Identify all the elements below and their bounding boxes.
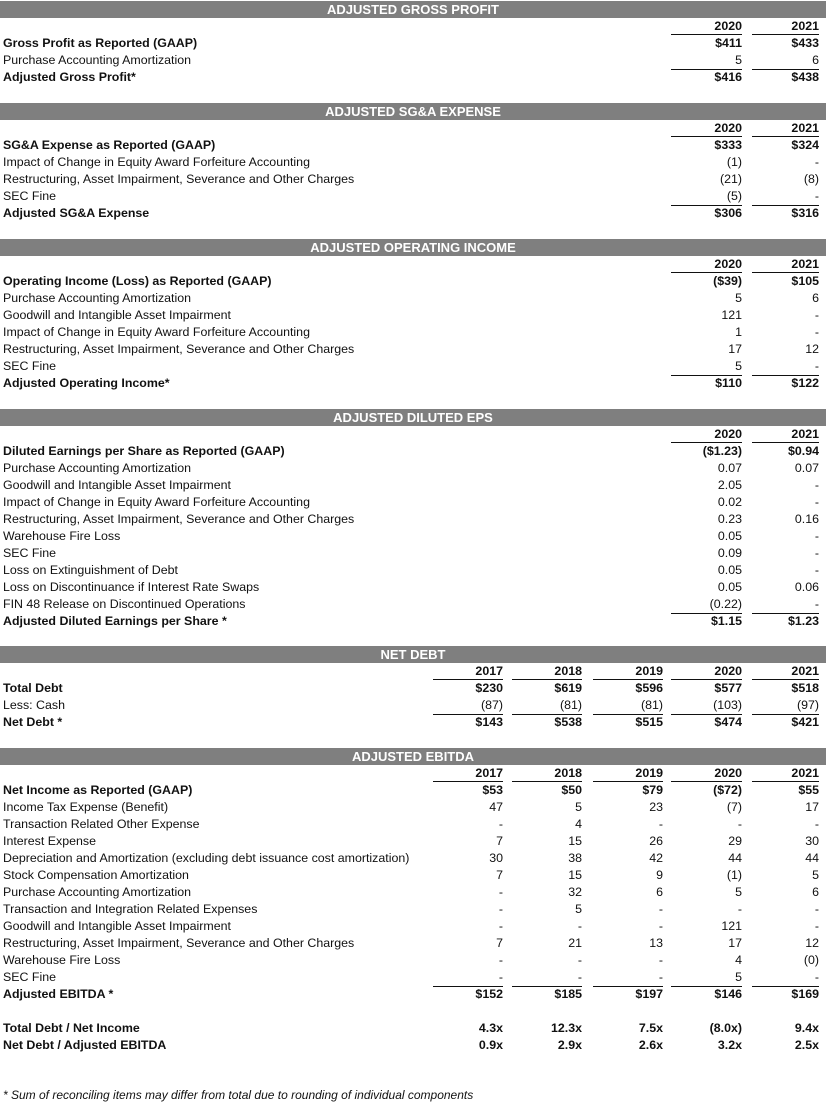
year-header: 2017 bbox=[433, 663, 503, 680]
row-value: 30 bbox=[489, 851, 503, 865]
row-value: (21) bbox=[719, 172, 742, 186]
row-value: 47 bbox=[489, 800, 503, 814]
row-label: SG&A Expense as Reported (GAAP) bbox=[3, 138, 216, 152]
table-row bbox=[0, 341, 826, 358]
year-header-row bbox=[0, 765, 826, 782]
table-row bbox=[0, 613, 826, 630]
table-row bbox=[0, 69, 826, 86]
year-header: 2021 bbox=[752, 765, 819, 782]
table-row bbox=[0, 782, 826, 799]
year-header: 2019 bbox=[593, 765, 663, 782]
row-value: $515 bbox=[635, 715, 663, 729]
net-debt-section bbox=[0, 646, 826, 731]
row-label: SEC Fine bbox=[3, 189, 57, 203]
row-value: (81) bbox=[593, 697, 663, 715]
row-value: ($1.23) bbox=[702, 444, 742, 458]
row-label: SEC Fine bbox=[3, 546, 57, 560]
row-value: 23 bbox=[649, 800, 663, 814]
table-row bbox=[0, 833, 826, 850]
row-value: 2.6x bbox=[638, 1038, 663, 1052]
row-label: Restructuring, Asset Impairment, Severance and Other Charges bbox=[3, 936, 355, 950]
row-value: 5 bbox=[735, 291, 742, 305]
row-value: (7) bbox=[726, 800, 742, 814]
row-value: 17 bbox=[728, 936, 742, 950]
row-value: 9.4x bbox=[794, 1021, 819, 1035]
row-value: (81) bbox=[512, 697, 582, 715]
adjusted-diluted-eps-section bbox=[0, 409, 826, 630]
row-value: - bbox=[577, 919, 582, 933]
year-header: 2020 bbox=[671, 765, 742, 782]
row-label: Stock Compensation Amortization bbox=[3, 868, 189, 882]
row-value: (1) bbox=[726, 155, 742, 169]
row-value: $197 bbox=[635, 987, 663, 1001]
row-value: $474 bbox=[714, 715, 742, 729]
row-value: - bbox=[498, 885, 503, 899]
row-value: (87) bbox=[433, 697, 503, 715]
row-value: 30 bbox=[805, 834, 819, 848]
table-row bbox=[0, 918, 826, 935]
adjusted-ebitda-section bbox=[0, 748, 826, 1054]
year-header: 2018 bbox=[512, 663, 582, 680]
row-value: 17 bbox=[805, 800, 819, 814]
row-value: - bbox=[577, 953, 582, 967]
row-label: Less: Cash bbox=[3, 698, 65, 712]
year-header: 2017 bbox=[433, 765, 503, 782]
row-value: 6 bbox=[656, 885, 663, 899]
row-label: FIN 48 Release on Discontinued Operations bbox=[3, 597, 246, 611]
year-header: 2018 bbox=[512, 765, 582, 782]
row-value: 0.05 bbox=[717, 580, 742, 594]
row-value: $577 bbox=[714, 681, 742, 695]
row-value: 2.05 bbox=[717, 478, 742, 492]
row-label: Warehouse Fire Loss bbox=[3, 953, 121, 967]
year-header: 2020 bbox=[671, 663, 742, 680]
row-value: 4 bbox=[735, 953, 742, 967]
table-row bbox=[0, 154, 826, 171]
year-header: 2021 bbox=[752, 663, 819, 680]
row-label: Purchase Accounting Amortization bbox=[3, 461, 192, 475]
row-value: - bbox=[752, 358, 819, 376]
row-label: Income Tax Expense (Benefit) bbox=[3, 800, 169, 814]
row-label: Purchase Accounting Amortization bbox=[3, 885, 192, 899]
row-value: $50 bbox=[561, 783, 582, 797]
table-row bbox=[0, 680, 826, 697]
table-row bbox=[0, 290, 826, 307]
row-label: Loss on Extinguishment of Debt bbox=[3, 563, 178, 577]
row-value: - bbox=[658, 953, 663, 967]
row-value: - bbox=[814, 495, 819, 509]
row-value: - bbox=[658, 902, 663, 916]
year-header-row bbox=[0, 256, 826, 273]
row-value: $1.15 bbox=[710, 614, 742, 628]
row-value: - bbox=[814, 478, 819, 492]
row-value: 3.2x bbox=[717, 1038, 742, 1052]
row-value: - bbox=[658, 817, 663, 831]
row-label: Impact of Change in Equity Award Forfeiture Accounting bbox=[3, 155, 310, 169]
row-value: 0.05 bbox=[717, 563, 742, 577]
row-label: Adjusted EBITDA * bbox=[3, 987, 114, 1001]
row-value: 26 bbox=[649, 834, 663, 848]
row-label: Gross Profit as Reported (GAAP) bbox=[3, 36, 198, 50]
row-label: Total Debt bbox=[3, 681, 63, 695]
row-label: Goodwill and Intangible Asset Impairment bbox=[3, 919, 231, 933]
row-value: 29 bbox=[728, 834, 742, 848]
row-value: 4 bbox=[575, 817, 582, 831]
year-header-row bbox=[0, 426, 826, 443]
row-value: $185 bbox=[554, 987, 582, 1001]
row-label: SEC Fine bbox=[3, 359, 57, 373]
table-row bbox=[0, 545, 826, 562]
row-value: 7.5x bbox=[638, 1021, 663, 1035]
row-value: 2.5x bbox=[794, 1038, 819, 1052]
table-row bbox=[0, 307, 826, 324]
table-row bbox=[0, 1020, 826, 1037]
row-label: Restructuring, Asset Impairment, Severance and Other Charges bbox=[3, 512, 355, 526]
row-value: $0.94 bbox=[787, 444, 819, 458]
row-value: (97) bbox=[752, 697, 819, 715]
adjusted-gross-profit-section bbox=[0, 1, 826, 86]
row-label: Goodwill and Intangible Asset Impairment bbox=[3, 308, 231, 322]
row-value: - bbox=[814, 902, 819, 916]
table-row bbox=[0, 188, 826, 205]
row-value: 5 bbox=[812, 868, 819, 882]
row-value: $411 bbox=[715, 36, 742, 50]
row-value: $538 bbox=[554, 715, 582, 729]
section-title: ADJUSTED EBITDA bbox=[0, 748, 826, 765]
year-header: 2020 bbox=[671, 18, 742, 35]
table-row bbox=[0, 511, 826, 528]
row-value: 38 bbox=[568, 851, 582, 865]
row-value: $122 bbox=[791, 376, 819, 390]
table-row bbox=[0, 714, 826, 731]
row-label: Net Income as Reported (GAAP) bbox=[3, 783, 193, 797]
table-row bbox=[0, 884, 826, 901]
row-value: $518 bbox=[791, 681, 819, 695]
table-row bbox=[0, 137, 826, 154]
year-header: 2021 bbox=[752, 256, 819, 273]
table-row bbox=[0, 799, 826, 816]
row-label: Adjusted Operating Income* bbox=[3, 376, 170, 390]
row-value: 0.9x bbox=[478, 1038, 503, 1052]
row-value: 21 bbox=[568, 936, 582, 950]
table-row bbox=[0, 867, 826, 884]
row-value: - bbox=[814, 563, 819, 577]
table-row bbox=[0, 52, 826, 69]
row-value: $230 bbox=[475, 681, 503, 695]
row-value: $619 bbox=[554, 681, 582, 695]
table-row bbox=[0, 443, 826, 460]
row-value: (5) bbox=[671, 188, 742, 206]
row-value: $306 bbox=[714, 206, 742, 220]
row-value: - bbox=[752, 969, 819, 987]
row-value: 9 bbox=[656, 868, 663, 882]
section-title: NET DEBT bbox=[0, 646, 826, 663]
row-value: 6 bbox=[752, 52, 819, 70]
table-row bbox=[0, 375, 826, 392]
row-value: 6 bbox=[812, 885, 819, 899]
row-value: - bbox=[814, 817, 819, 831]
row-value: 13 bbox=[649, 936, 663, 950]
row-value: $438 bbox=[791, 70, 819, 84]
row-value: 1 bbox=[735, 325, 742, 339]
row-value: 0.23 bbox=[717, 512, 742, 526]
row-label: Loss on Discontinuance if Interest Rate Swaps bbox=[3, 580, 260, 594]
table-row bbox=[0, 358, 826, 375]
row-value: 15 bbox=[568, 868, 582, 882]
row-value: $53 bbox=[482, 783, 503, 797]
table-row bbox=[0, 952, 826, 969]
table-row bbox=[0, 935, 826, 952]
row-value: 5 bbox=[575, 800, 582, 814]
row-value: 0.02 bbox=[717, 495, 742, 509]
row-value: 44 bbox=[805, 851, 819, 865]
row-label: Depreciation and Amortization (excluding debt issuance cost amortization) bbox=[3, 851, 410, 865]
row-value: 32 bbox=[568, 885, 582, 899]
row-value: 0.05 bbox=[717, 529, 742, 543]
row-value: 12 bbox=[805, 936, 819, 950]
row-value: 2.9x bbox=[557, 1038, 582, 1052]
row-value: - bbox=[498, 953, 503, 967]
year-header-row bbox=[0, 663, 826, 680]
year-header: 2021 bbox=[752, 18, 819, 35]
table-row bbox=[0, 460, 826, 477]
row-value: 12.3x bbox=[550, 1021, 582, 1035]
adjusted-operating-income-section bbox=[0, 239, 826, 392]
row-label: Adjusted Diluted Earnings per Share * bbox=[3, 614, 227, 628]
table-row bbox=[0, 986, 826, 1003]
row-value: 0.16 bbox=[794, 512, 819, 526]
row-value: $433 bbox=[791, 36, 819, 50]
row-value: $110 bbox=[715, 376, 742, 390]
row-value: 17 bbox=[728, 342, 742, 356]
row-label: Operating Income (Loss) as Reported (GAAP) bbox=[3, 274, 272, 288]
row-value: - bbox=[658, 919, 663, 933]
table-row bbox=[0, 205, 826, 222]
adjusted-sga-expense-section bbox=[0, 103, 826, 222]
row-value: $79 bbox=[642, 783, 663, 797]
row-value: 5 bbox=[671, 969, 742, 987]
table-row bbox=[0, 562, 826, 579]
table-row bbox=[0, 850, 826, 867]
table-row bbox=[0, 969, 826, 986]
row-value: $146 bbox=[714, 987, 742, 1001]
row-value: 7 bbox=[496, 868, 503, 882]
row-value: - bbox=[593, 969, 663, 987]
row-label: Total Debt / Net Income bbox=[3, 1021, 140, 1035]
row-value: ($72) bbox=[713, 783, 742, 797]
row-value: 7 bbox=[496, 834, 503, 848]
year-header-row bbox=[0, 120, 826, 137]
section-title: ADJUSTED OPERATING INCOME bbox=[0, 239, 826, 256]
row-value: 121 bbox=[721, 308, 742, 322]
row-value: 5 bbox=[671, 358, 742, 376]
row-label: Interest Expense bbox=[3, 834, 96, 848]
table-row bbox=[0, 901, 826, 918]
section-title: ADJUSTED GROSS PROFIT bbox=[0, 1, 826, 18]
row-label: Transaction Related Other Expense bbox=[3, 817, 200, 831]
row-label: Warehouse Fire Loss bbox=[3, 529, 121, 543]
row-value: - bbox=[814, 546, 819, 560]
row-value: $55 bbox=[798, 783, 819, 797]
row-value: - bbox=[752, 188, 819, 206]
year-header: 2020 bbox=[671, 120, 742, 137]
table-row bbox=[0, 273, 826, 290]
row-value: $596 bbox=[635, 681, 663, 695]
year-header-row bbox=[0, 18, 826, 35]
row-value: - bbox=[814, 155, 819, 169]
row-value: $316 bbox=[791, 206, 819, 220]
row-value: 121 bbox=[721, 919, 742, 933]
row-value: 0.07 bbox=[717, 461, 742, 475]
year-header: 2020 bbox=[671, 426, 742, 443]
table-row bbox=[0, 494, 826, 511]
footnote: * Sum of reconciling items may differ from total due to rounding of individual components bbox=[3, 1088, 474, 1102]
row-value: 4.3x bbox=[478, 1021, 503, 1035]
row-value: - bbox=[433, 969, 503, 987]
row-value: - bbox=[498, 919, 503, 933]
row-value: 5 bbox=[735, 885, 742, 899]
row-value: (8.0x) bbox=[709, 1021, 742, 1035]
row-value: - bbox=[814, 308, 819, 322]
table-row bbox=[0, 1037, 826, 1054]
row-value: $152 bbox=[475, 987, 503, 1001]
row-value: - bbox=[498, 902, 503, 916]
row-value: - bbox=[814, 325, 819, 339]
row-label: Goodwill and Intangible Asset Impairment bbox=[3, 478, 231, 492]
row-value: 0.07 bbox=[794, 461, 819, 475]
table-row bbox=[0, 35, 826, 52]
row-label: Diluted Earnings per Share as Reported (GAAP) bbox=[3, 444, 285, 458]
table-row bbox=[0, 697, 826, 714]
year-header: 2019 bbox=[593, 663, 663, 680]
row-value: $169 bbox=[791, 987, 819, 1001]
table-row bbox=[0, 528, 826, 545]
row-value: (0) bbox=[803, 953, 819, 967]
table-row bbox=[0, 171, 826, 188]
row-value: $416 bbox=[714, 70, 742, 84]
section-title: ADJUSTED DILUTED EPS bbox=[0, 409, 826, 426]
row-label: Adjusted SG&A Expense bbox=[3, 206, 150, 220]
row-value: $1.23 bbox=[787, 614, 819, 628]
row-label: Transaction and Integration Related Expenses bbox=[3, 902, 258, 916]
row-value: $333 bbox=[714, 138, 742, 152]
row-value: 0.06 bbox=[794, 580, 819, 594]
row-label: Impact of Change in Equity Award Forfeiture Accounting bbox=[3, 495, 310, 509]
row-value: - bbox=[752, 596, 819, 614]
row-value: 44 bbox=[728, 851, 742, 865]
table-row bbox=[0, 477, 826, 494]
row-value: 0.09 bbox=[717, 546, 742, 560]
row-label: Impact of Change in Equity Award Forfeiture Accounting bbox=[3, 325, 310, 339]
row-value: (1) bbox=[726, 868, 742, 882]
year-header: 2021 bbox=[752, 426, 819, 443]
row-label: Restructuring, Asset Impairment, Severance and Other Charges bbox=[3, 172, 355, 186]
row-value: - bbox=[737, 902, 742, 916]
year-header: 2021 bbox=[752, 120, 819, 137]
row-value: ($39) bbox=[713, 274, 742, 288]
row-value: - bbox=[814, 529, 819, 543]
row-value: $324 bbox=[791, 138, 819, 152]
row-value: 6 bbox=[812, 291, 819, 305]
row-value: $105 bbox=[791, 274, 819, 288]
ebitda-rows bbox=[0, 782, 826, 1003]
row-label: Restructuring, Asset Impairment, Severance and Other Charges bbox=[3, 342, 355, 356]
row-value: (0.22) bbox=[671, 596, 742, 614]
row-value: (8) bbox=[803, 172, 819, 186]
row-value: $143 bbox=[475, 715, 503, 729]
row-value: - bbox=[737, 817, 742, 831]
row-label: Net Debt * bbox=[3, 715, 63, 729]
table-row bbox=[0, 324, 826, 341]
section-title: ADJUSTED SG&A EXPENSE bbox=[0, 103, 826, 120]
row-label: Adjusted Gross Profit* bbox=[3, 70, 136, 84]
row-value: 7 bbox=[496, 936, 503, 950]
row-value: $421 bbox=[791, 715, 819, 729]
ebitda-ratios bbox=[0, 1020, 826, 1054]
row-label: SEC Fine bbox=[3, 970, 57, 984]
table-row bbox=[0, 596, 826, 613]
row-value: 42 bbox=[649, 851, 663, 865]
row-label: Purchase Accounting Amortization bbox=[3, 291, 192, 305]
row-value: - bbox=[814, 919, 819, 933]
row-value: 5 bbox=[671, 52, 742, 70]
row-value: 15 bbox=[568, 834, 582, 848]
row-value: 12 bbox=[805, 342, 819, 356]
row-value: (103) bbox=[671, 697, 742, 715]
row-label: Purchase Accounting Amortization bbox=[3, 53, 192, 67]
year-header: 2020 bbox=[671, 256, 742, 273]
row-label: Net Debt / Adjusted EBITDA bbox=[3, 1038, 167, 1052]
table-row bbox=[0, 816, 826, 833]
row-value: - bbox=[498, 817, 503, 831]
row-value: - bbox=[512, 969, 582, 987]
row-value: 5 bbox=[575, 902, 582, 916]
table-row bbox=[0, 579, 826, 596]
